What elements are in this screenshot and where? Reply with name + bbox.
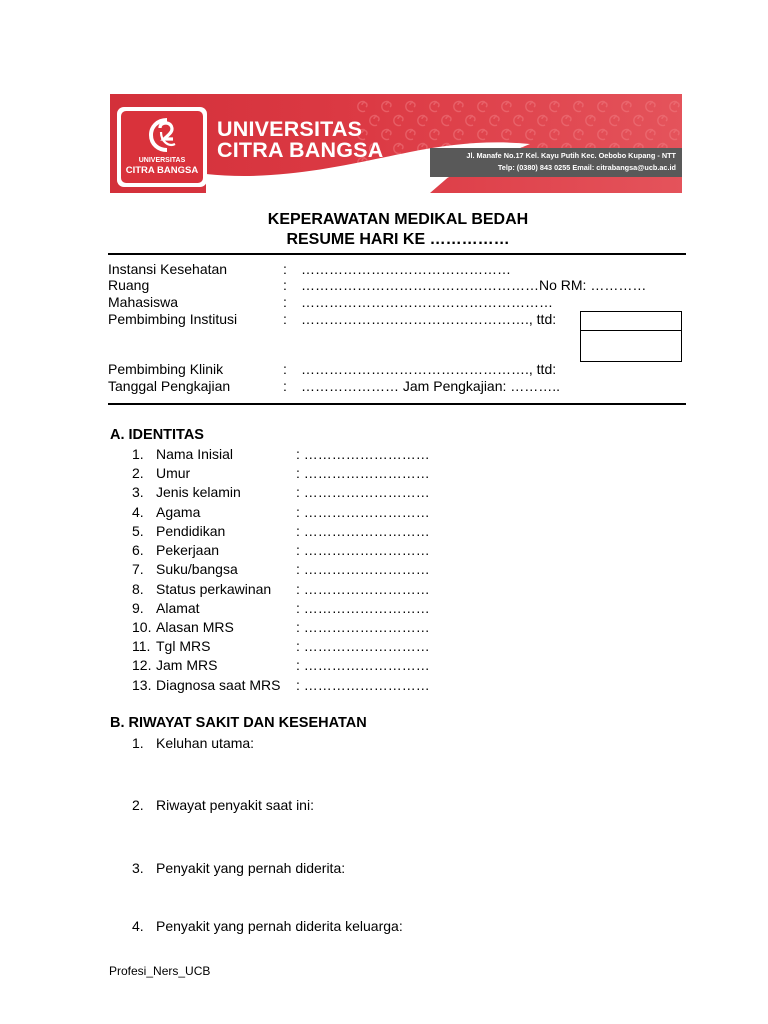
signature-box-institusi[interactable] [580,311,682,332]
info-value: …………………………………………., ttd: [301,361,557,377]
university-logo [117,107,207,187]
info-value: ……………………………………………No RM: ………… [301,277,647,293]
list-item-label: Pendidikan [156,523,226,539]
list-item-number: 3. [132,484,144,500]
list-item-value: : ……………………… [296,677,430,693]
list-item-number: 11. [132,638,151,654]
document-subtitle: RESUME HARI KE …………… [286,231,510,248]
list-item-label: Keluhan utama: [156,735,255,751]
info-label: Tanggal Pengkajian [108,378,231,394]
info-label: Pembimbing Institusi [108,311,238,327]
list-item-number: 12. [132,657,152,673]
list-item-label: Pekerjaan [156,542,220,558]
logo-text-line2: CITRA BANGSA [125,165,199,176]
list-item-value: : ……………………… [296,465,430,481]
list-item-number: 1. [132,735,144,751]
info-colon: : [283,378,287,394]
list-item-number: 2. [132,465,144,481]
section-a-heading: A. IDENTITAS [110,427,204,443]
list-item-number: 9. [132,600,144,616]
list-item-number: 4. [132,504,144,520]
list-item-value: : ……………………… [296,561,430,577]
title-divider [108,253,686,255]
info-divider [108,403,686,405]
info-label: Ruang [108,277,150,293]
list-item-number: 6. [132,542,144,558]
info-value: ………………… Jam Pengkajian: ……….. [301,378,561,394]
letterhead-banner [110,94,682,193]
list-item-value: : ……………………… [296,484,430,500]
info-value: ……………………………………………… [301,294,553,310]
contact-line: Telp: (0380) 843 0255 Email: citrabangsa@ucb.ac.id [497,163,676,172]
list-item-number: 10. [132,619,152,635]
section-b-heading: B. RIWAYAT SAKIT DAN KESEHATAN [110,715,367,731]
list-item-value: : ……………………… [296,638,430,654]
info-value: ……………………………………… [301,261,511,277]
list-item-label: Umur [156,465,191,481]
list-item-number: 7. [132,561,144,577]
list-item-label: Riwayat penyakit saat ini: [156,797,314,813]
info-colon: : [283,361,287,377]
list-item-label: Agama [156,504,201,520]
list-item-label: Suku/bangsa [156,561,238,577]
info-colon: : [283,261,287,277]
list-item-label: Tgl MRS [156,638,211,654]
info-colon: : [283,311,287,327]
logo-emblem-icon [143,114,183,156]
list-item-number: 2. [132,797,144,813]
list-item-number: 3. [132,860,144,876]
list-item-label: Alasan MRS [156,619,234,635]
university-name-line1: UNIVERSITAS [217,117,363,141]
list-item-value: : ……………………… [296,600,430,616]
document-title: KEPERAWATAN MEDIKAL BEDAH [267,211,529,228]
info-label: Pembimbing Klinik [108,361,224,377]
list-item-label: Penyakit yang pernah diderita keluarga: [156,918,403,934]
list-item-label: Nama Inisial [156,446,234,462]
list-item-value: : ……………………… [296,542,430,558]
list-item-value: : ……………………… [296,619,430,635]
info-label: Mahasiswa [108,294,179,310]
list-item-label: Status perkawinan [156,581,272,597]
list-item-number: 13. [132,677,152,693]
info-colon: : [283,277,287,293]
logo-text-line1: UNIVERSITAS [138,157,186,164]
info-label: Instansi Kesehatan [108,261,228,277]
list-item-label: Penyakit yang pernah diderita: [156,860,346,876]
page-footer: Profesi_Ners_UCB [109,964,211,978]
list-item-value: : ……………………… [296,523,430,539]
list-item-value: : ……………………… [296,504,430,520]
list-item-value: : ……………………… [296,446,430,462]
list-item-value: : ……………………… [296,581,430,597]
list-item-number: 4. [132,918,144,934]
signature-box-klinik-area[interactable] [580,330,682,362]
info-colon: : [283,294,287,310]
list-item-label: Alamat [156,600,200,616]
list-item-label: Jam MRS [156,657,218,673]
list-item-number: 5. [132,523,144,539]
address-line: Jl. Manafe No.17 Kel. Kayu Putih Kec. Oebobo Kupang - NTT [466,151,676,160]
info-value: …………………………………………., ttd: [301,311,557,327]
list-item-number: 8. [132,581,144,597]
list-item-label: Jenis kelamin [156,484,241,500]
university-name-line2: CITRA BANGSA [217,138,384,162]
list-item-number: 1. [132,446,144,462]
list-item-value: : ……………………… [296,657,430,673]
list-item-label: Diagnosa saat MRS [156,677,281,693]
